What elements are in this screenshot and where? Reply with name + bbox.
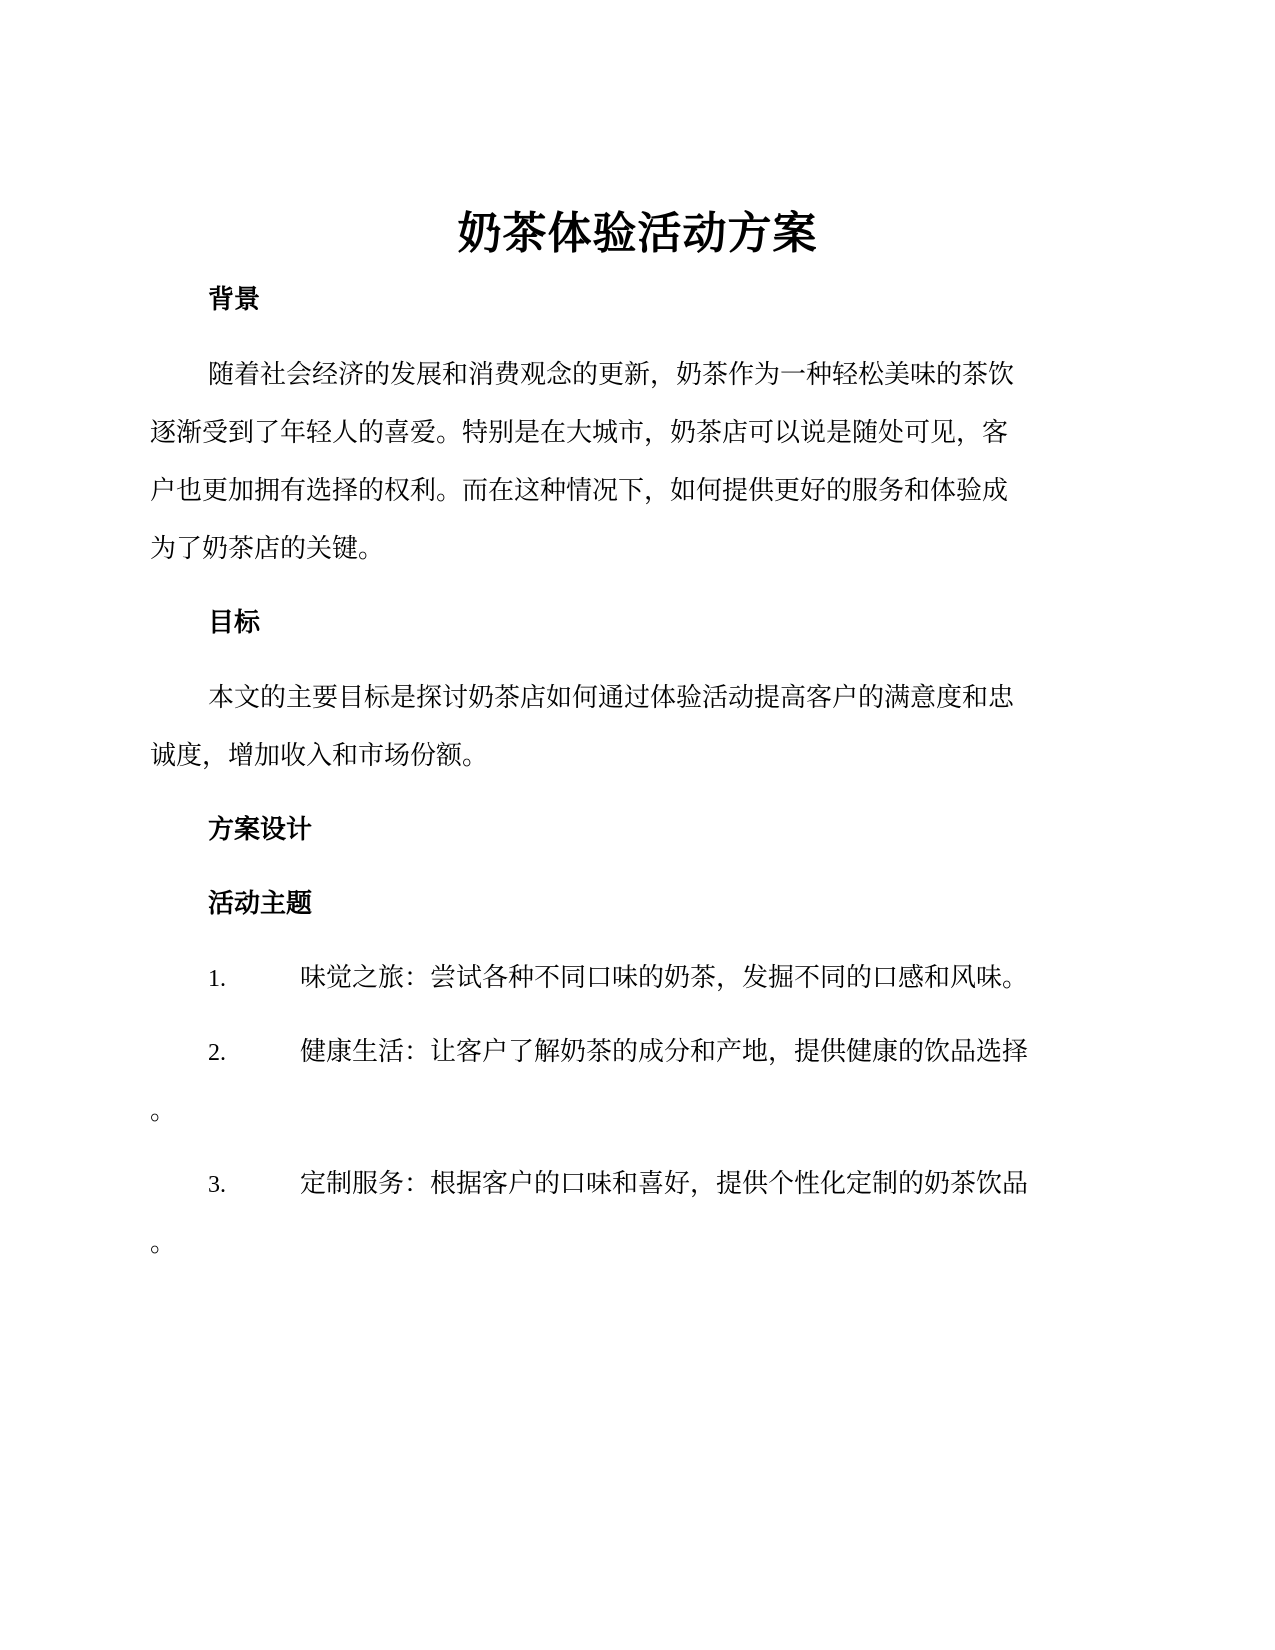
list-item-number: 3. (208, 1172, 226, 1198)
list-item-tail: 。 (150, 1096, 177, 1126)
list-item-number: 2. (208, 1040, 226, 1066)
paragraph-line: 户也更加拥有选择的权利。而在这种情况下，如何提供更好的服务和体验成 (150, 476, 1009, 506)
section-heading-goal: 目标 (208, 608, 261, 638)
list-item-number: 1. (208, 966, 226, 992)
section-heading-theme: 活动主题 (208, 889, 313, 919)
paragraph-line: 随着社会经济的发展和消费观念的更新，奶茶作为一种轻松美味的茶饮 (208, 360, 1015, 390)
list-item-text: 定制服务：根据客户的口味和喜好，提供个性化定制的奶茶饮品 (300, 1169, 1029, 1199)
paragraph-line: 诚度，增加收入和市场份额。 (150, 741, 489, 771)
list-item-text: 味觉之旅：尝试各种不同口味的奶茶，发掘不同的口感和风味。 (300, 963, 1029, 993)
section-heading-design: 方案设计 (208, 815, 313, 845)
list-item-text: 健康生活：让客户了解奶茶的成分和产地，提供健康的饮品选择 (300, 1037, 1029, 1067)
paragraph-line: 为了奶茶店的关键。 (150, 534, 385, 564)
document-title: 奶茶体验活动方案 (457, 208, 818, 259)
paragraph-line: 本文的主要目标是探讨奶茶店如何通过体验活动提高客户的满意度和忠 (208, 683, 1015, 713)
paragraph-line: 逐渐受到了年轻人的喜爱。特别是在大城市，奶茶店可以说是随处可见，客 (150, 418, 1009, 448)
list-item-tail: 。 (150, 1228, 177, 1258)
section-heading-background: 背景 (208, 285, 261, 315)
